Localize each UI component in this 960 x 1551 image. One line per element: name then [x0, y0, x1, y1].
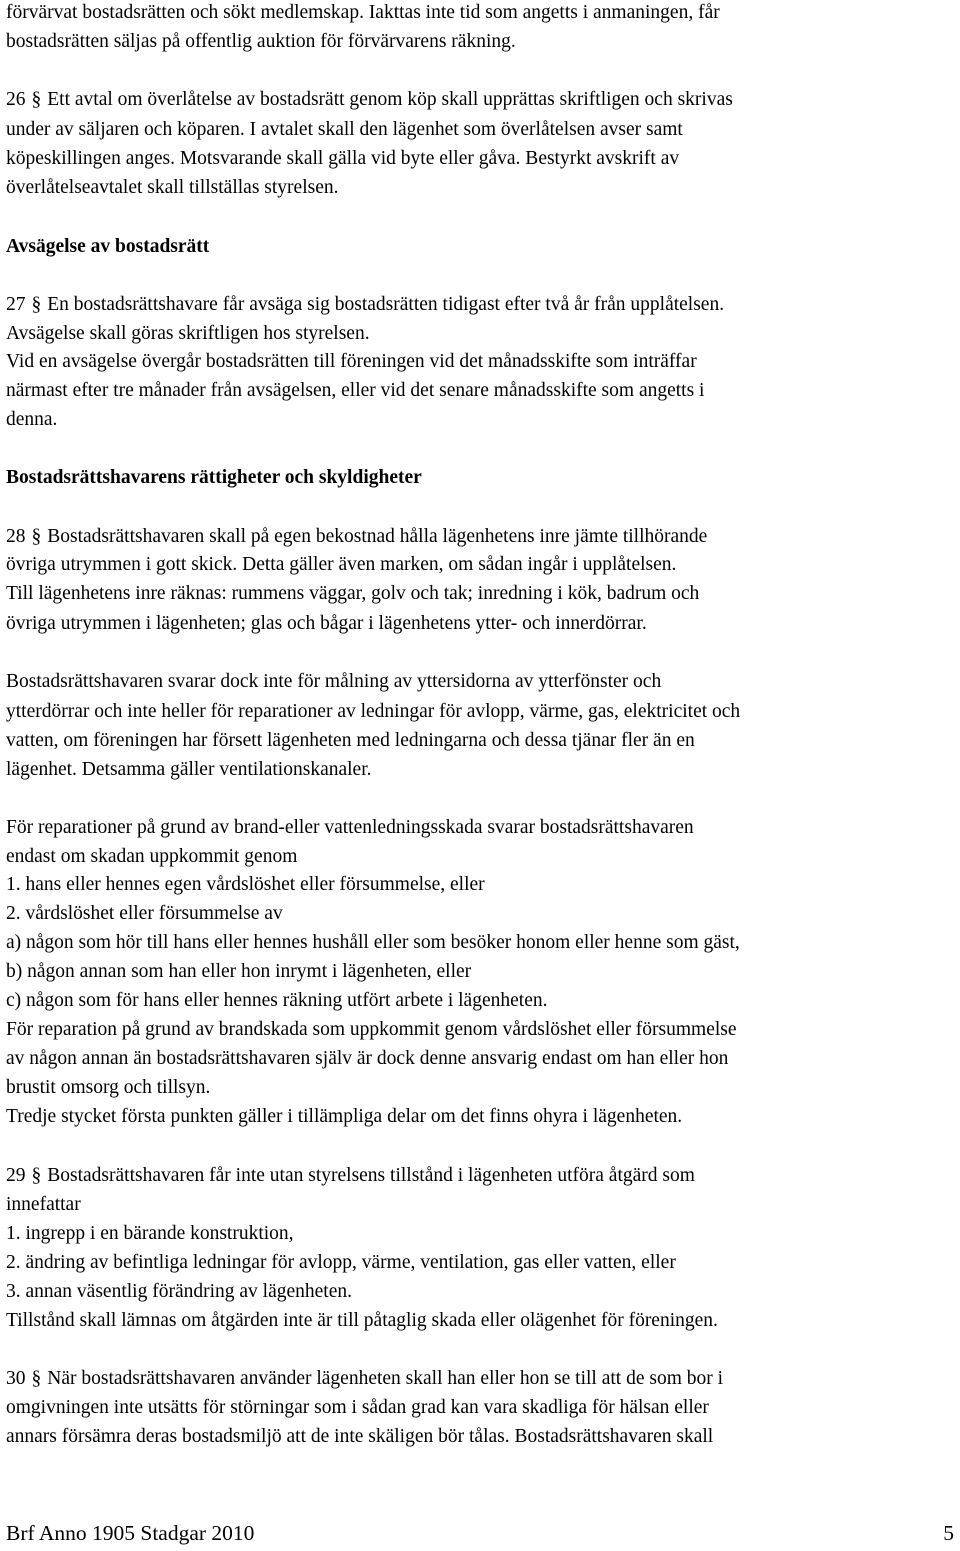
section-heading: Bostadsrättshavarens rättigheter och skyldigheter: [6, 467, 422, 488]
section-number: 27: [6, 294, 26, 315]
section-sign: §: [31, 526, 42, 547]
list-item: 1. ingrepp i en bärande konstruktion,: [6, 1223, 294, 1244]
text-span: Bostadsrättshavaren skall på egen bekostnad hålla lägenhetens inre jämte tillhörande: [47, 526, 708, 547]
text-line: överlåtelseavtalet skall tillställas styrelsen.: [6, 177, 339, 198]
text-line: närmast efter tre månader från avsägelsen, eller vid det senare månadsskifte som angetts i: [6, 380, 705, 401]
text-line: brustit omsorg och tillsyn.: [6, 1077, 211, 1098]
text-line: omgivningen inte utsätts för störningar som i sådan grad kan vara skadliga för hälsan eller: [6, 1397, 709, 1418]
text-line: bostadsrätten säljas på offentlig auktion för förvärvarens räkning.: [6, 31, 516, 52]
page-number: 5: [943, 1521, 954, 1545]
list-item: 1. hans eller hennes egen vårdslöshet eller försummelse, eller: [6, 874, 485, 895]
text-span: När bostadsrättshavaren använder lägenheten skall han eller hon se till att de som bor i: [47, 1368, 724, 1389]
section-sign: §: [31, 1165, 42, 1186]
section-number: 28: [6, 526, 26, 547]
list-item: c) någon som för hans eller hennes räkning utfört arbete i lägenheten.: [6, 990, 548, 1011]
text-line: denna.: [6, 409, 58, 430]
list-item: 2. vårdslöshet eller försummelse av: [6, 903, 283, 924]
section-heading: Avsägelse av bostadsrätt: [6, 236, 210, 257]
text-span: Bostadsrättshavaren får inte utan styrelsens tillstånd i lägenheten utföra åtgärd som: [47, 1165, 695, 1186]
section-sign: §: [31, 1368, 42, 1389]
section-number: 30: [6, 1368, 26, 1389]
list-item: 2. ändring av befintliga ledningar för avlopp, värme, ventilation, gas eller vatten, eller: [6, 1252, 676, 1273]
paragraph-28-line: [6, 525, 958, 549]
list-item: a) någon som hör till hans eller hennes hushåll eller som besöker honom eller henne som gäst,: [6, 932, 740, 953]
paragraph-29-line: [6, 1164, 958, 1188]
text-line: ytterdörrar och inte heller för reparationer av ledningar för avlopp, värme, gas, elektricitet och: [6, 701, 741, 722]
footer-title: Brf Anno 1905 Stadgar 2010: [6, 1521, 255, 1545]
text-line: lägenhet. Detsamma gäller ventilationskanaler.: [6, 759, 372, 780]
text-line: övriga utrymmen i gott skick. Detta gäller även marken, om sådan ingår i upplåtelsen.: [6, 554, 677, 575]
text-line: För reparation på grund av brandskada som uppkommit genom vårdslöshet eller försummelse: [6, 1019, 737, 1040]
text-line: av någon annan än bostadsrättshavaren själv är dock denne ansvarig endast om han eller hon: [6, 1048, 729, 1069]
text-line: under av säljaren och köparen. I avtalet skall den lägenhet som överlåtelsen avser samt: [6, 119, 683, 140]
section-sign: §: [31, 89, 42, 110]
text-line: övriga utrymmen i lägenheten; glas och bågar i lägenhetens ytter- och innerdörrar.: [6, 613, 647, 634]
paragraph-30-line: [6, 1367, 958, 1391]
section-number: 26: [6, 89, 26, 110]
text-line: Vid en avsägelse övergår bostadsrätten till föreningen vid det månadsskifte som inträffar: [6, 351, 697, 372]
text-line: vatten, om föreningen har försett lägenheten med ledningarna och dessa tjänar fler än en: [6, 730, 695, 751]
section-sign: §: [31, 294, 42, 315]
text-line: Avsägelse skall göras skriftligen hos styrelsen.: [6, 323, 370, 344]
text-span: En bostadsrättshavare får avsäga sig bostadsrätten tidigast efter två år från upplåtelsen.: [47, 294, 725, 315]
text-line: Till lägenhetens inre räknas: rummens väggar, golv och tak; inredning i kök, badrum och: [6, 583, 700, 604]
text-span: Ett avtal om överlåtelse av bostadsrätt genom köp skall upprättas skriftligen och skrivas: [47, 89, 733, 110]
text-line: För reparationer på grund av brand-eller vattenledningsskada svarar bostadsrättshavaren: [6, 817, 694, 838]
list-item: b) någon annan som han eller hon inrymt i lägenheten, eller: [6, 961, 472, 982]
section-number: 29: [6, 1165, 26, 1186]
text-line: innefattar: [6, 1194, 81, 1215]
text-line: köpeskillingen anges. Motsvarande skall gälla vid byte eller gåva. Bestyrkt avskrift av: [6, 148, 680, 169]
list-item: 3. annan väsentlig förändring av lägenheten.: [6, 1281, 353, 1302]
text-line: Tillstånd skall lämnas om åtgärden inte är till påtaglig skada eller olägenhet för föreningen.: [6, 1310, 718, 1331]
paragraph-26-line: [6, 88, 958, 112]
text-line: annars försämra deras bostadsmiljö att de inte skäligen bör tålas. Bostadsrättshavaren skall: [6, 1426, 714, 1447]
text-line: Tredje stycket första punkten gäller i tillämpliga delar om det finns ohyra i lägenheten.: [6, 1106, 683, 1127]
text-line: förvärvat bostadsrätten och sökt medlemskap. Iakttas inte tid som angetts i anmaningen, får: [6, 2, 720, 23]
paragraph-27-line: [6, 293, 958, 317]
text-line: endast om skadan uppkommit genom: [6, 846, 298, 867]
text-line: Bostadsrättshavaren svarar dock inte för målning av yttersidorna av ytterfönster och: [6, 671, 662, 692]
